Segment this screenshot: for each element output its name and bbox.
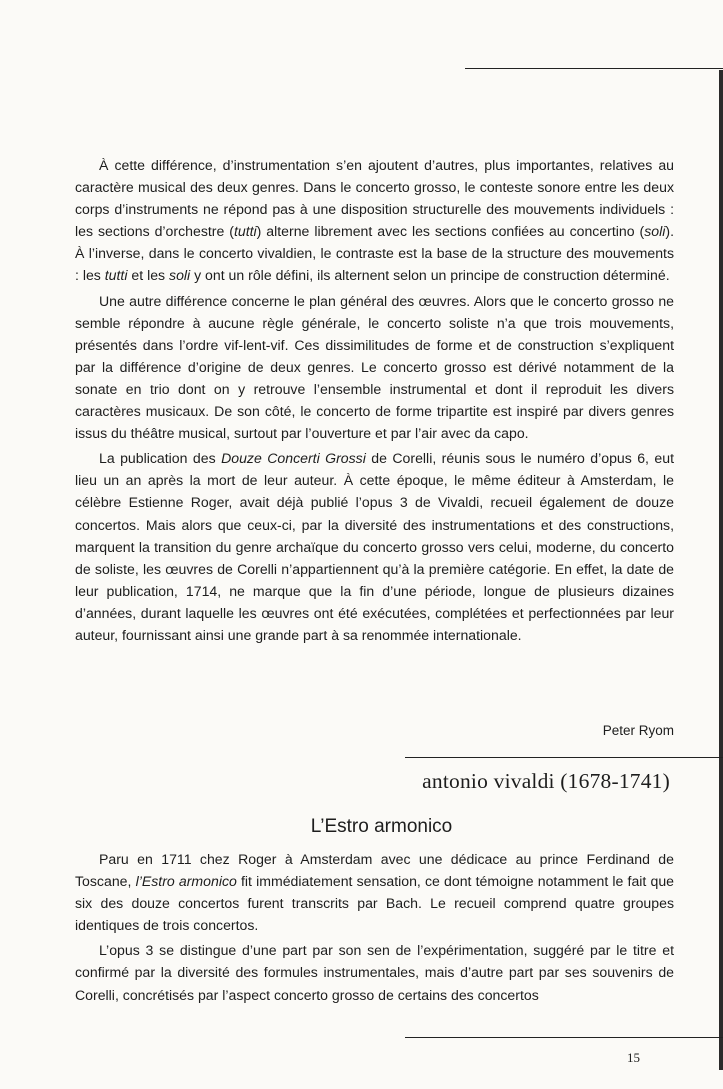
- intro-paragraph-1: À cette différence, d’instrumentation s’en ajoutent d’autres, plus importantes, relatives au caractère musical des deux genres. Dans le concerto grosso, le conteste sonore entre les deux corps d’instruments ne répond pas à une disposition structurelle des mouvements individuels : les sections d’orchestre (tutti) alterne librement avec les sections confiées au concertino (soli). À l’inverse, dans le concerto vivaldien, le contraste est la base de la structure des mouvements : les tutti et les soli y ont un rôle défini, ils alternent selon un principe de construction déterminé.: [75, 157, 674, 284]
- work-title: L’Estro armonico: [310, 816, 453, 837]
- intro-paragraph-2: Une autre différence concerne le plan général des œuvres. Alors que le concerto grosso ne semble répondre à aucune règle générale, le concerto soliste n’a que trois mouvements, présentés dans l’ordre vif-lent-vif. Ces dissimilitudes de forme et de construction s’expliquent par la différence d’origine de deux genres. Le concerto grosso est dérivé notamment de la sonate en trio dont on y retrouve l’ensemble instrumental et dont il reproduit les divers caractères musicaux. De son côté, le concerto de forme tripartite est inspiré par divers genres issus du théâtre musical, surtout par l’ouverture et par l’air avec da capo.: [75, 292, 674, 442]
- author-signature: Peter Ryom: [602, 723, 674, 738]
- intro-text: [75, 154, 674, 649]
- header-rule: [465, 68, 723, 69]
- page-number: 15: [627, 1050, 640, 1065]
- page-edge-shadow: [719, 70, 723, 1070]
- intro-paragraph-3: La publication des Douze Concerti Grossi de Corelli, réunis sous le numéro d’opus 6, eut lieu un an après la mort de leur auteur. À cette époque, le même éditeur à Amsterdam, le célèbre Estienne Roger, avait déjà publié l’opus 3 de Vivaldi, recueil également de douze concertos. Mais alors que ceux-ci, par la diversité des instrumentations et des constructions, marquent la transition du genre archaïque du concerto grosso vers celui, moderne, du concerto de soliste, les œuvres de Corelli n’appartiennent qu’à la première catégorie. En effet, la date de leur publication, 1714, ne marque que la fin d’une période, longue de plusieurs dizaines d’années, durant laquelle les œuvres ont été exécutées, complétées et perfectionnées par leur auteur, fournissant ainsi une grande part à sa renommée internationale.: [75, 450, 674, 643]
- section-paragraph-2: L’opus 3 se distingue d’une part par son sen de l’expérimentation, suggéré par le titre et confirmé par la diversité des formules instrumentales, mais d’autre part par ses souvenirs de Corelli, concrétisés par l’aspect concerto grosso de certains des concertos: [75, 942, 674, 1003]
- section-paragraph-1: Paru en 1711 chez Roger à Amsterdam avec une dédicace au prince Ferdinand de Toscane, l’Estro armonico fit immédiatement sensation, ce dont témoigne notamment le fait que six des douze concertos furent transcrits par Bach. Le recueil comprend quatre groupes identiques de trois concertos.: [75, 851, 674, 934]
- composer-heading: antonio vivaldi (1678-1741): [422, 769, 670, 793]
- section-rule: [405, 757, 723, 758]
- section-text: [75, 848, 674, 1009]
- footer-rule: [405, 1037, 723, 1038]
